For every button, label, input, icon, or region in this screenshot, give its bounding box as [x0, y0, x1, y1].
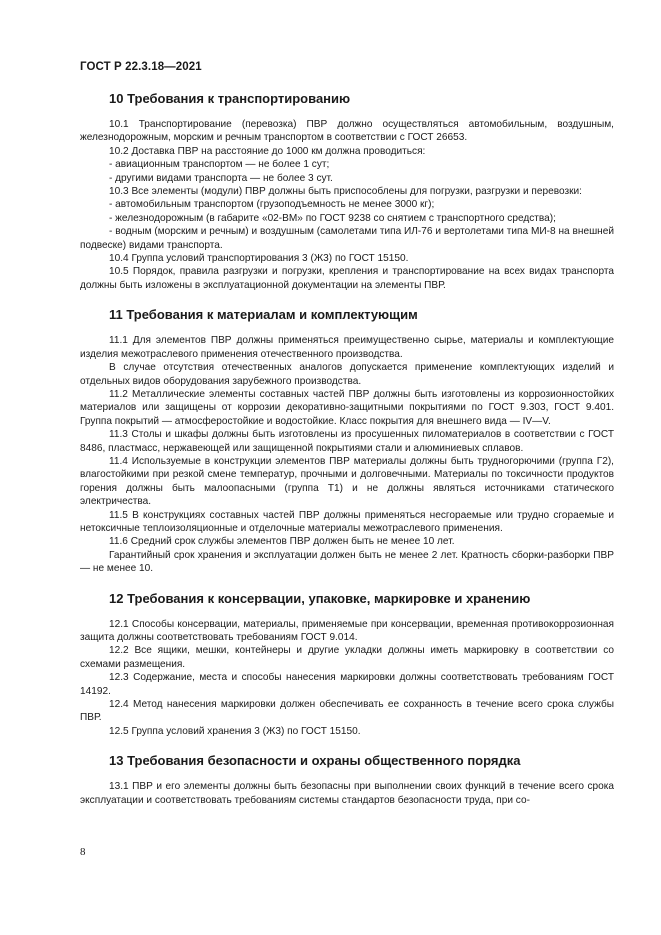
paragraph: 10.1 Транспортирование (перевозка) ПВР должно осуществляться автомобильным, воздушным, железнодорожным, морским и речным транспортом в соответствии с ГОСТ 26653. [80, 119, 614, 144]
section-11 [80, 306, 614, 575]
paragraph: 10.5 Порядок, правила разгрузки и погрузки, крепления и транспортирование на всех видах транспорта должны быть изложены в эксплуатационной документации на элементы ПВР. [80, 266, 614, 291]
section-13 [80, 752, 614, 807]
section-title: 13 Требования безопасности и охраны общественного порядка [109, 753, 521, 769]
paragraph: Гарантийный срок хранения и эксплуатации должен быть не менее 2 лет. Кратность сборки-разборки ПВР — не менее 10. [80, 549, 614, 575]
section-title: 10 Требования к транспортированию [109, 91, 351, 106]
paragraph: - авиационным транспортом — не более 1 сут; [109, 159, 330, 171]
paragraph: 11.5 В конструкциях составных частей ПВР должны применяться несгораемые или трудно сгораемые и нетоксичные теплоизоляционные и отделочные материалы межотраслевого применения. [80, 509, 614, 534]
section-title: 11 Требования к материалам и комплектующим [109, 307, 418, 323]
paragraph: 12.4 Метод нанесения маркировки должен обеспечивать ее сохранность в течение всего срока службы ПВР. [80, 699, 614, 724]
section-12 [80, 590, 614, 739]
paragraph: 11.1 Для элементов ПВР должны применяться преимущественно сырье, материалы и комплектующие изделия межотраслевого применения отечественного производства. [80, 335, 614, 360]
paragraph: - другими видами транспорта — не более 3 сут. [109, 172, 333, 184]
paragraph: 11.3 Столы и шкафы должны быть изготовлены из просушенных пиломатериалов в соответствии с ГОСТ 8486, пластмасс, нержавеющей или защищенной покрытиями стали и алюминиевых сплавов. [80, 429, 614, 454]
paragraph: 12.1 Способы консервации, материалы, применяемые при консервации, временная противокоррозионная защита должны соответствовать требованиям ГОСТ 9.014. [80, 618, 614, 643]
document-body [80, 90, 614, 821]
paragraph: В случае отсутствия отечественных аналогов допускается применение комплектующих изделий и отдельных видов оборудования зарубежного производства. [80, 362, 614, 387]
paragraph: - автомобильным транспортом (грузоподъемность не менее 3000 кг); [109, 199, 435, 211]
document-code-header: ГОСТ Р 22.3.18—2021 [80, 61, 202, 73]
paragraph: - железнодорожным (в габарите «02-ВМ» по ГОСТ 9238 со снятием с транспортного средства); [109, 212, 556, 224]
paragraph: 11.2 Металлические элементы составных частей ПВР должны быть изготовлены из коррозионностойких материалов или защищены от коррозии декоративно-защитными покрытиями по ГОСТ 9.303, ГОСТ 9.401. Группа покрытий — атмосферостойкие и водостойкие. Класс покрытия для внешнего вида — IV—V. [80, 388, 614, 427]
paragraph: - водным (морским и речным) и воздушным (самолетами типа ИЛ-76 и вертолетами типа МИ-8 на внешней подвеске) видами транспорта. [80, 226, 614, 251]
section-title: 12 Требования к консервации, упаковке, маркировке и хранению [109, 590, 531, 606]
paragraph: 10.4 Группа условий транспортирования 3 (Ж3) по ГОСТ 15150. [109, 253, 409, 265]
paragraph: 12.2 Все ящики, мешки, контейнеры и другие укладки должны иметь маркировку в соответствии со схемами размещения. [80, 645, 614, 670]
paragraph: 11.6 Средний срок службы элементов ПВР должен быть не менее 10 лет. [109, 536, 455, 548]
paragraph: 12.5 Группа условий хранения 3 (Ж3) по ГОСТ 15150. [109, 725, 361, 737]
paragraph: 12.3 Содержание, места и способы нанесения маркировки должны соответствовать требованиям ГОСТ 14192. [80, 672, 614, 697]
page-number: 8 [80, 846, 86, 858]
paragraph: 11.4 Используемые в конструкции элементов ПВР материалы должны быть трудногорючими (группа Г2), влагостойкими при резкой смене температур, прочными и долговечными. Материалы по токсичности продуктов горения должны быть малоопасными (группа Т1) и не должны являться источниками статического электричества. [80, 455, 614, 508]
paragraph: 13.1 ПВР и его элементы должны быть безопасны при выполнении своих функций в течение всего срока эксплуатации и соответствовать требованиям системы стандартов безопасности труда, при со- [80, 781, 614, 806]
paragraph: 10.2 Доставка ПВР на расстояние до 1000 км должна проводиться: [109, 145, 426, 157]
section-10 [80, 90, 614, 292]
paragraph: 10.3 Все элементы (модули) ПВР должны быть приспособлены для погрузки, разгрузки и перевозки: [109, 186, 582, 198]
